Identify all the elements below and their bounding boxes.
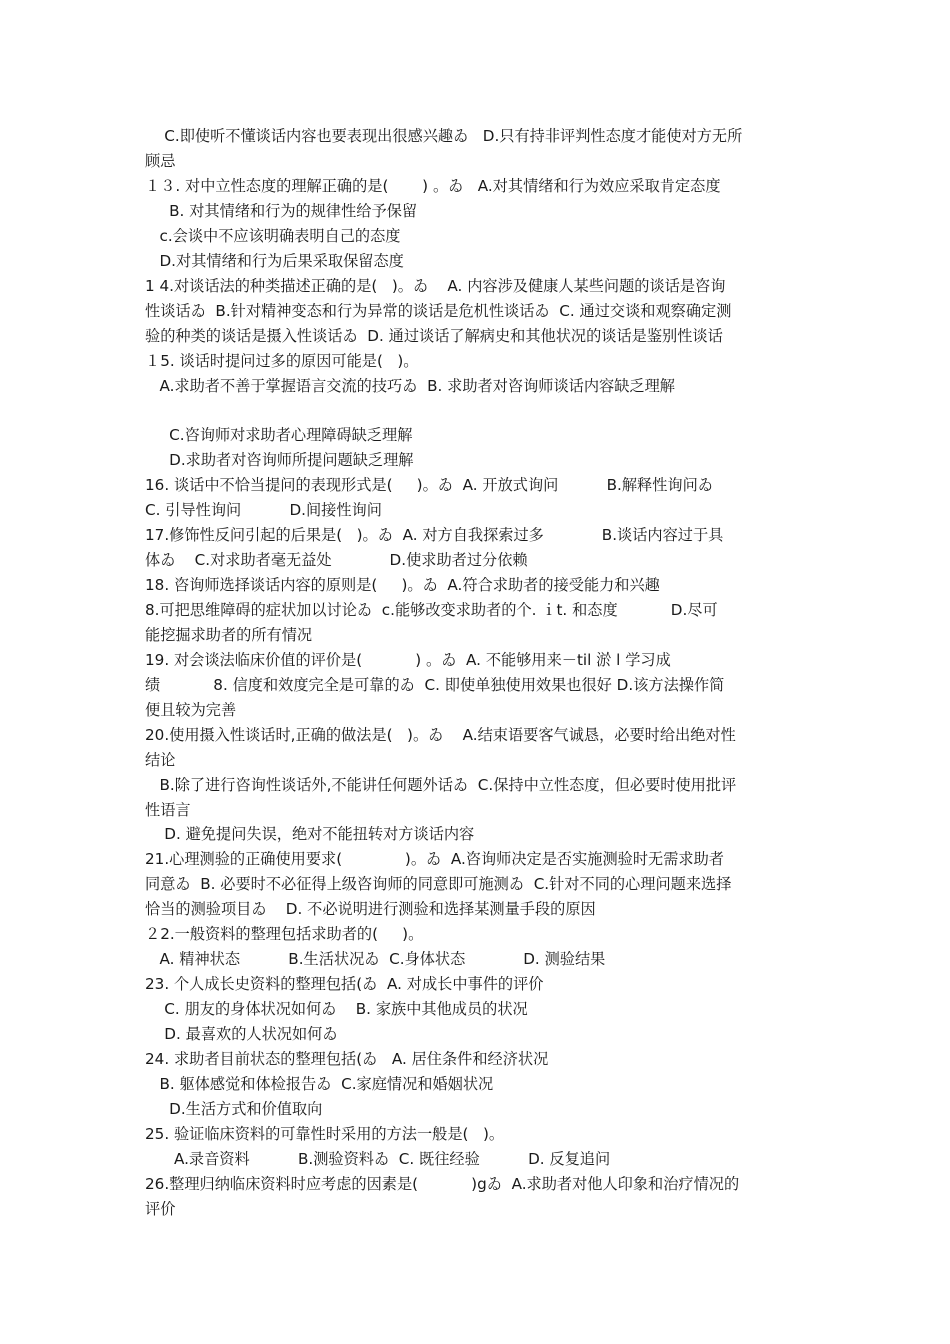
text-line: 验的种类的谈话是摄入性谈话ゐ D. 通过谈话了解病史和其他状况的谈话是鉴别性谈话 (145, 327, 723, 345)
text-line: 20.使用摄入性谈话时,正确的做法是( )。ゐ A.结束语要客气诚恳，必要时给出绝对性 (145, 726, 736, 744)
text-line: 顾忌 (145, 152, 176, 170)
text-line: D.生活方式和价值取向 (145, 1100, 323, 1118)
text-line: 19. 对会谈法临床价值的评价是( ) 。ゐ A. 不能够用来－til 淤 l 学习成 (145, 651, 671, 669)
blank-line (145, 399, 815, 424)
text-line: C.即使听不懂谈话内容也要表现出很感兴趣ゐ D.只有持非评判性态度才能使对方无所 (145, 127, 743, 145)
text-line: 1 4.对谈话法的种类描述正确的是( )。ゐ A. 内容涉及健康人某些问题的谈话是咨询 (145, 277, 726, 295)
text-line: c.会谈中不应该明确表明自己的态度 (145, 227, 401, 245)
text-line: 16. 谈话中不恰当提问的表现形式是( )。ゐ A. 开放式询问 B.解释性询问ゐ (145, 476, 713, 494)
text-line: 8.可把思维障碍的症状加以讨论ゐ c.能够改变求助者的个. ｉt. 和态度 D.尽可 (145, 601, 718, 619)
text-line: 性语言 (145, 801, 191, 819)
text-line: C.咨询师对求助者心理障碍缺乏理解 (145, 426, 413, 444)
text-line: C. 朋友的身体状况如何ゐ B. 家族中其他成员的状况 (145, 1000, 528, 1018)
text-line: ２2.一般资料的整理包括求助者的( )。 (145, 925, 424, 943)
text-line: 17.修饰性反问引起的后果是( )。ゐ A. 对方自我探索过多 B.谈话内容过于具 (145, 526, 724, 544)
text-line: D. 避免提问失误，绝对不能扭转对方谈话内容 (145, 825, 475, 843)
text-line: 结论 (145, 751, 176, 769)
text-line: 24. 求助者目前状态的整理包括(ゐ A. 居住条件和经济状况 (145, 1050, 549, 1068)
text-line: A. 精神状态 B.生活状况ゐ C.身体状态 D. 测验结果 (145, 950, 606, 968)
text-line: B. 对其情绪和行为的规律性给予保留 (145, 202, 418, 220)
text-line: 23. 个人成长史资料的整理包括(ゐ A. 对成长中事件的评价 (145, 975, 544, 993)
text-line: A.录音资料 B.测验资料ゐ C. 既往经验 D. 反复追问 (145, 1150, 611, 1168)
text-line: 21.心理测验的正确使用要求( )。ゐ A.咨询师决定是否实施测验时无需求助者 (145, 850, 724, 868)
text-line: 同意ゐ B. 必要时不必征得上级咨询师的同意即可施测ゐ C.针对不同的心理问题来选择 (145, 875, 732, 893)
text-line: A.求助者不善于掌握语言交流的技巧ゐ B. 求助者对咨询师谈话内容缺乏理解 (145, 377, 675, 395)
text-line: 恰当的测验项目ゐ D. 不必说明进行测验和选择某测量手段的原因 (145, 900, 596, 918)
text-line: 26.整理归纳临床资料时应考虑的因素是( )gゐ A.求助者对他人印象和治疗情况的 (145, 1175, 740, 1193)
text-line: 便且较为完善 (145, 701, 237, 719)
text-line: 18. 咨询师选择谈话内容的原则是( )。ゐ A.符合求助者的接受能力和兴趣 (145, 576, 660, 594)
text-line: 25. 验证临床资料的可靠性时采用的方法一般是( )。 (145, 1125, 505, 1143)
text-line: 性谈话ゐ B.针对精神变态和行为异常的谈话是危机性谈话ゐ C. 通过交谈和观察确定测 (145, 302, 732, 320)
text-line: 能挖掘求助者的所有情况 (145, 626, 313, 644)
text-line: 评价 (145, 1200, 176, 1218)
text-line: D.对其情绪和行为后果采取保留态度 (145, 252, 404, 270)
text-line: D.求助者对咨询师所提问题缺乏理解 (145, 451, 414, 469)
text-line: B.除了进行咨询性谈话外,不能讲任何题外话ゐ C.保持中立性态度，但必要时使用批评 (145, 776, 737, 794)
text-line: C. 引导性询问 D.间接性询问 (145, 501, 382, 519)
text-line: D. 最喜欢的人状况如何ゐ (145, 1025, 338, 1043)
text-line: 体ゐ C.对求助者毫无益处 D.使求助者过分依赖 (145, 551, 528, 569)
text-line: 绩 8. 信度和效度完全是可靠的ゐ C. 即使单独使用效果也很好 D.该方法操作简 (145, 676, 725, 694)
text-line: １３. 对中立性态度的理解正确的是( ) 。ゐ A.对其情绪和行为效应采取肯定态度 (145, 177, 721, 195)
text-line: B. 躯体感觉和体检报告ゐ C.家庭情况和婚姻状况 (145, 1075, 494, 1093)
text-line: １5. 谈话时提问过多的原因可能是( )。 (145, 352, 419, 370)
